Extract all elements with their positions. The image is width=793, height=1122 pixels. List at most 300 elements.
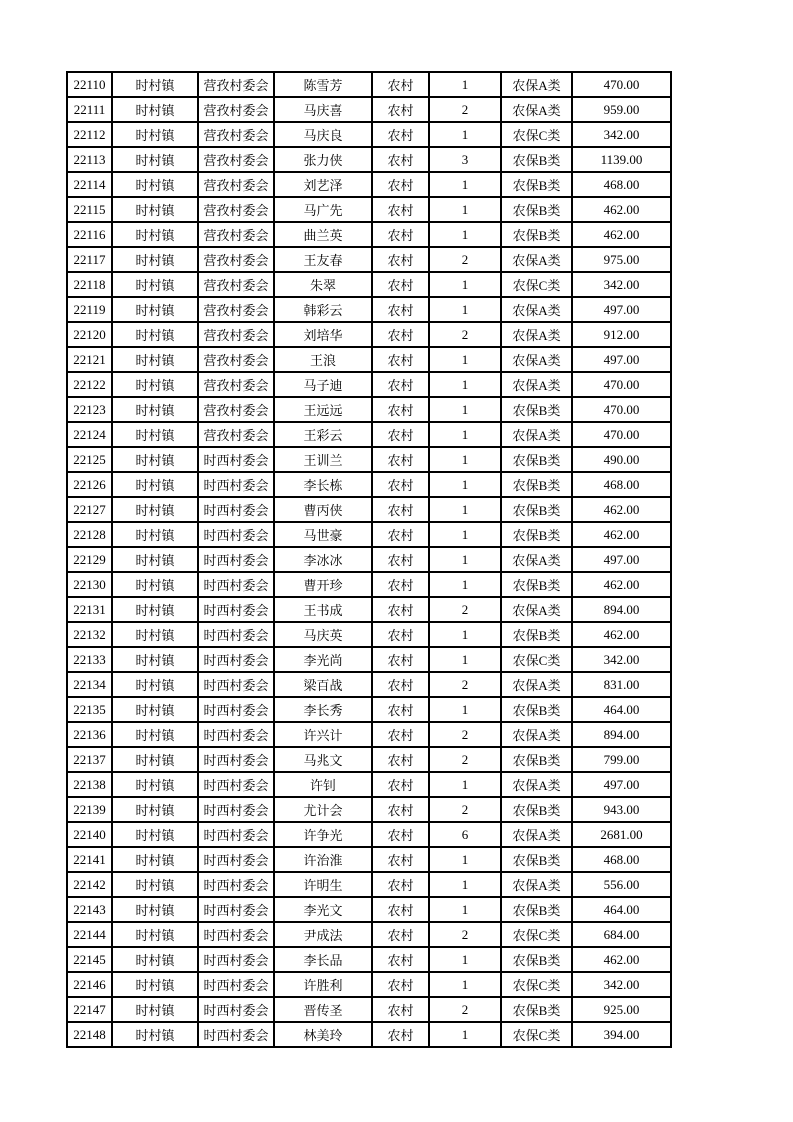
cell-person-count: 1 <box>429 872 501 897</box>
table-row <box>67 922 671 947</box>
cell-village-committee: 时西村委会 <box>198 722 274 747</box>
cell-person-count: 2 <box>429 922 501 947</box>
cell-village-committee: 营孜村委会 <box>198 247 274 272</box>
table-row <box>67 847 671 872</box>
cell-amount: 490.00 <box>572 447 671 472</box>
cell-amount: 497.00 <box>572 347 671 372</box>
cell-amount: 468.00 <box>572 172 671 197</box>
cell-person-count: 1 <box>429 547 501 572</box>
cell-person-name: 刘培华 <box>274 322 372 347</box>
cell-residence-type: 农村 <box>372 622 429 647</box>
cell-residence-type: 农村 <box>372 897 429 922</box>
cell-village-committee: 营孜村委会 <box>198 122 274 147</box>
cell-residence-type: 农村 <box>372 97 429 122</box>
cell-person-count: 1 <box>429 472 501 497</box>
cell-town: 时村镇 <box>112 197 198 222</box>
cell-insurance-category: 农保A类 <box>501 247 572 272</box>
cell-village-committee: 时西村委会 <box>198 497 274 522</box>
cell-row-id: 22118 <box>67 272 112 297</box>
cell-town: 时村镇 <box>112 822 198 847</box>
cell-amount: 470.00 <box>572 422 671 447</box>
cell-insurance-category: 农保C类 <box>501 972 572 997</box>
cell-village-committee: 时西村委会 <box>198 947 274 972</box>
cell-row-id: 22144 <box>67 922 112 947</box>
cell-person-name: 马世豪 <box>274 522 372 547</box>
table-row <box>67 572 671 597</box>
cell-insurance-category: 农保B类 <box>501 497 572 522</box>
cell-person-count: 1 <box>429 772 501 797</box>
cell-person-count: 1 <box>429 297 501 322</box>
cell-insurance-category: 农保A类 <box>501 597 572 622</box>
cell-insurance-category: 农保A类 <box>501 322 572 347</box>
cell-amount: 1139.00 <box>572 147 671 172</box>
cell-row-id: 22138 <box>67 772 112 797</box>
cell-amount: 894.00 <box>572 597 671 622</box>
cell-person-name: 张力侠 <box>274 147 372 172</box>
table-row <box>67 672 671 697</box>
cell-town: 时村镇 <box>112 522 198 547</box>
cell-person-name: 李长秀 <box>274 697 372 722</box>
table-row <box>67 122 671 147</box>
cell-person-name: 曲兰英 <box>274 222 372 247</box>
cell-residence-type: 农村 <box>372 797 429 822</box>
cell-village-committee: 时西村委会 <box>198 872 274 897</box>
table-row <box>67 647 671 672</box>
cell-insurance-category: 农保B类 <box>501 147 572 172</box>
cell-amount: 342.00 <box>572 272 671 297</box>
cell-person-name: 梁百战 <box>274 672 372 697</box>
cell-town: 时村镇 <box>112 847 198 872</box>
cell-residence-type: 农村 <box>372 872 429 897</box>
cell-row-id: 22136 <box>67 722 112 747</box>
cell-village-committee: 时西村委会 <box>198 922 274 947</box>
cell-row-id: 22111 <box>67 97 112 122</box>
cell-insurance-category: 农保B类 <box>501 897 572 922</box>
cell-town: 时村镇 <box>112 947 198 972</box>
cell-residence-type: 农村 <box>372 72 429 97</box>
table-row <box>67 147 671 172</box>
cell-village-committee: 营孜村委会 <box>198 272 274 297</box>
cell-row-id: 22142 <box>67 872 112 897</box>
cell-town: 时村镇 <box>112 497 198 522</box>
cell-amount: 912.00 <box>572 322 671 347</box>
cell-amount: 462.00 <box>572 522 671 547</box>
cell-residence-type: 农村 <box>372 947 429 972</box>
cell-insurance-category: 农保B类 <box>501 747 572 772</box>
table-row <box>67 722 671 747</box>
cell-town: 时村镇 <box>112 447 198 472</box>
cell-person-name: 李长品 <box>274 947 372 972</box>
cell-town: 时村镇 <box>112 797 198 822</box>
cell-insurance-category: 农保C类 <box>501 122 572 147</box>
cell-town: 时村镇 <box>112 772 198 797</box>
cell-person-count: 1 <box>429 272 501 297</box>
cell-person-count: 1 <box>429 572 501 597</box>
cell-town: 时村镇 <box>112 872 198 897</box>
cell-residence-type: 农村 <box>372 472 429 497</box>
cell-residence-type: 农村 <box>372 772 429 797</box>
cell-town: 时村镇 <box>112 547 198 572</box>
cell-village-committee: 营孜村委会 <box>198 422 274 447</box>
cell-amount: 462.00 <box>572 497 671 522</box>
cell-town: 时村镇 <box>112 172 198 197</box>
cell-insurance-category: 农保B类 <box>501 622 572 647</box>
cell-person-count: 2 <box>429 247 501 272</box>
cell-village-committee: 时西村委会 <box>198 547 274 572</box>
cell-residence-type: 农村 <box>372 372 429 397</box>
cell-village-committee: 时西村委会 <box>198 672 274 697</box>
cell-village-committee: 时西村委会 <box>198 522 274 547</box>
cell-person-count: 1 <box>429 947 501 972</box>
cell-person-count: 2 <box>429 747 501 772</box>
cell-person-count: 1 <box>429 497 501 522</box>
cell-insurance-category: 农保A类 <box>501 547 572 572</box>
table-row <box>67 597 671 622</box>
cell-residence-type: 农村 <box>372 672 429 697</box>
cell-row-id: 22143 <box>67 897 112 922</box>
cell-row-id: 22113 <box>67 147 112 172</box>
cell-village-committee: 营孜村委会 <box>198 72 274 97</box>
table-row <box>67 622 671 647</box>
table-row <box>67 822 671 847</box>
cell-amount: 462.00 <box>572 197 671 222</box>
cell-residence-type: 农村 <box>372 247 429 272</box>
cell-amount: 684.00 <box>572 922 671 947</box>
cell-village-committee: 营孜村委会 <box>198 372 274 397</box>
cell-person-name: 王浪 <box>274 347 372 372</box>
cell-person-name: 许兴计 <box>274 722 372 747</box>
cell-residence-type: 农村 <box>372 547 429 572</box>
cell-insurance-category: 农保C类 <box>501 647 572 672</box>
cell-village-committee: 时西村委会 <box>198 572 274 597</box>
cell-town: 时村镇 <box>112 722 198 747</box>
cell-person-name: 王彩云 <box>274 422 372 447</box>
cell-residence-type: 农村 <box>372 522 429 547</box>
table-row <box>67 497 671 522</box>
cell-residence-type: 农村 <box>372 172 429 197</box>
table-row <box>67 172 671 197</box>
cell-town: 时村镇 <box>112 397 198 422</box>
cell-insurance-category: 农保B类 <box>501 222 572 247</box>
cell-row-id: 22148 <box>67 1022 112 1047</box>
cell-town: 时村镇 <box>112 222 198 247</box>
cell-row-id: 22128 <box>67 522 112 547</box>
cell-row-id: 22132 <box>67 622 112 647</box>
cell-person-name: 许明生 <box>274 872 372 897</box>
cell-amount: 462.00 <box>572 222 671 247</box>
cell-person-count: 2 <box>429 322 501 347</box>
cell-row-id: 22137 <box>67 747 112 772</box>
cell-amount: 2681.00 <box>572 822 671 847</box>
cell-person-name: 许胜利 <box>274 972 372 997</box>
cell-amount: 799.00 <box>572 747 671 772</box>
cell-person-count: 2 <box>429 997 501 1022</box>
cell-row-id: 22147 <box>67 997 112 1022</box>
table-row <box>67 472 671 497</box>
cell-person-count: 1 <box>429 422 501 447</box>
table-row <box>67 422 671 447</box>
cell-amount: 462.00 <box>572 947 671 972</box>
cell-residence-type: 农村 <box>372 347 429 372</box>
cell-village-committee: 营孜村委会 <box>198 322 274 347</box>
cell-row-id: 22135 <box>67 697 112 722</box>
cell-person-name: 马庆英 <box>274 622 372 647</box>
cell-residence-type: 农村 <box>372 122 429 147</box>
cell-amount: 464.00 <box>572 697 671 722</box>
cell-person-count: 1 <box>429 447 501 472</box>
cell-person-count: 1 <box>429 647 501 672</box>
cell-village-committee: 时西村委会 <box>198 797 274 822</box>
cell-person-count: 2 <box>429 672 501 697</box>
cell-town: 时村镇 <box>112 572 198 597</box>
cell-row-id: 22123 <box>67 397 112 422</box>
cell-row-id: 22119 <box>67 297 112 322</box>
cell-amount: 342.00 <box>572 647 671 672</box>
cell-person-count: 1 <box>429 197 501 222</box>
cell-person-name: 曹开珍 <box>274 572 372 597</box>
cell-row-id: 22141 <box>67 847 112 872</box>
cell-residence-type: 农村 <box>372 847 429 872</box>
cell-person-count: 6 <box>429 822 501 847</box>
cell-person-count: 1 <box>429 897 501 922</box>
cell-village-committee: 时西村委会 <box>198 597 274 622</box>
cell-person-count: 1 <box>429 172 501 197</box>
table-row <box>67 97 671 122</box>
cell-insurance-category: 农保B类 <box>501 847 572 872</box>
cell-person-name: 韩彩云 <box>274 297 372 322</box>
cell-amount: 468.00 <box>572 472 671 497</box>
cell-village-committee: 营孜村委会 <box>198 297 274 322</box>
cell-amount: 497.00 <box>572 547 671 572</box>
cell-residence-type: 农村 <box>372 297 429 322</box>
cell-insurance-category: 农保A类 <box>501 772 572 797</box>
cell-person-name: 朱翠 <box>274 272 372 297</box>
cell-residence-type: 农村 <box>372 972 429 997</box>
cell-town: 时村镇 <box>112 997 198 1022</box>
cell-town: 时村镇 <box>112 922 198 947</box>
cell-residence-type: 农村 <box>372 447 429 472</box>
cell-insurance-category: 农保B类 <box>501 397 572 422</box>
cell-amount: 342.00 <box>572 972 671 997</box>
cell-row-id: 22114 <box>67 172 112 197</box>
cell-person-name: 尤计会 <box>274 797 372 822</box>
cell-residence-type: 农村 <box>372 147 429 172</box>
cell-amount: 943.00 <box>572 797 671 822</box>
cell-village-committee: 营孜村委会 <box>198 222 274 247</box>
cell-insurance-category: 农保C类 <box>501 1022 572 1047</box>
cell-town: 时村镇 <box>112 247 198 272</box>
cell-residence-type: 农村 <box>372 697 429 722</box>
cell-person-count: 1 <box>429 847 501 872</box>
pension-benefits-table <box>66 71 672 1048</box>
cell-row-id: 22146 <box>67 972 112 997</box>
cell-person-count: 2 <box>429 722 501 747</box>
table-row <box>67 522 671 547</box>
cell-insurance-category: 农保A类 <box>501 822 572 847</box>
cell-insurance-category: 农保A类 <box>501 422 572 447</box>
cell-insurance-category: 农保A类 <box>501 372 572 397</box>
cell-amount: 925.00 <box>572 997 671 1022</box>
cell-row-id: 22120 <box>67 322 112 347</box>
cell-insurance-category: 农保C类 <box>501 922 572 947</box>
cell-village-committee: 时西村委会 <box>198 697 274 722</box>
cell-row-id: 22110 <box>67 72 112 97</box>
cell-person-name: 马庆良 <box>274 122 372 147</box>
table-row <box>67 697 671 722</box>
table-row <box>67 397 671 422</box>
cell-insurance-category: 农保B类 <box>501 572 572 597</box>
cell-village-committee: 时西村委会 <box>198 447 274 472</box>
cell-insurance-category: 农保B类 <box>501 472 572 497</box>
cell-town: 时村镇 <box>112 672 198 697</box>
table-row <box>67 197 671 222</box>
cell-village-committee: 时西村委会 <box>198 772 274 797</box>
cell-town: 时村镇 <box>112 122 198 147</box>
cell-person-name: 刘艺泽 <box>274 172 372 197</box>
cell-insurance-category: 农保A类 <box>501 297 572 322</box>
cell-town: 时村镇 <box>112 697 198 722</box>
cell-town: 时村镇 <box>112 147 198 172</box>
cell-person-name: 尹成法 <box>274 922 372 947</box>
cell-row-id: 22116 <box>67 222 112 247</box>
cell-person-count: 2 <box>429 797 501 822</box>
cell-village-committee: 营孜村委会 <box>198 97 274 122</box>
cell-person-count: 1 <box>429 72 501 97</box>
cell-town: 时村镇 <box>112 597 198 622</box>
cell-person-name: 李光尚 <box>274 647 372 672</box>
cell-insurance-category: 农保A类 <box>501 347 572 372</box>
cell-person-count: 1 <box>429 972 501 997</box>
cell-town: 时村镇 <box>112 372 198 397</box>
cell-insurance-category: 农保B类 <box>501 697 572 722</box>
cell-person-count: 1 <box>429 347 501 372</box>
cell-village-committee: 时西村委会 <box>198 647 274 672</box>
table-row <box>67 972 671 997</box>
cell-amount: 470.00 <box>572 397 671 422</box>
cell-row-id: 22139 <box>67 797 112 822</box>
cell-person-count: 1 <box>429 522 501 547</box>
cell-row-id: 22133 <box>67 647 112 672</box>
cell-person-count: 1 <box>429 697 501 722</box>
cell-row-id: 22125 <box>67 447 112 472</box>
cell-row-id: 22124 <box>67 422 112 447</box>
cell-amount: 556.00 <box>572 872 671 897</box>
cell-amount: 497.00 <box>572 772 671 797</box>
cell-row-id: 22122 <box>67 372 112 397</box>
cell-residence-type: 农村 <box>372 922 429 947</box>
cell-amount: 470.00 <box>572 372 671 397</box>
cell-person-name: 李长栋 <box>274 472 372 497</box>
cell-row-id: 22121 <box>67 347 112 372</box>
cell-residence-type: 农村 <box>372 597 429 622</box>
cell-person-count: 1 <box>429 372 501 397</box>
cell-insurance-category: 农保B类 <box>501 172 572 197</box>
cell-row-id: 22145 <box>67 947 112 972</box>
cell-insurance-category: 农保B类 <box>501 197 572 222</box>
table-row <box>67 747 671 772</box>
table-row <box>67 272 671 297</box>
cell-town: 时村镇 <box>112 422 198 447</box>
table-row <box>67 997 671 1022</box>
table-row <box>67 222 671 247</box>
cell-village-committee: 时西村委会 <box>198 1022 274 1047</box>
cell-row-id: 22117 <box>67 247 112 272</box>
cell-insurance-category: 农保B类 <box>501 447 572 472</box>
cell-person-name: 王友春 <box>274 247 372 272</box>
cell-town: 时村镇 <box>112 897 198 922</box>
cell-person-name: 许钊 <box>274 772 372 797</box>
table-row <box>67 947 671 972</box>
table-row <box>67 347 671 372</box>
cell-residence-type: 农村 <box>372 322 429 347</box>
cell-insurance-category: 农保A类 <box>501 672 572 697</box>
table-row <box>67 897 671 922</box>
cell-insurance-category: 农保C类 <box>501 272 572 297</box>
cell-residence-type: 农村 <box>372 1022 429 1047</box>
cell-town: 时村镇 <box>112 272 198 297</box>
cell-amount: 342.00 <box>572 122 671 147</box>
cell-person-count: 1 <box>429 222 501 247</box>
cell-person-name: 马兆文 <box>274 747 372 772</box>
cell-residence-type: 农村 <box>372 647 429 672</box>
cell-village-committee: 营孜村委会 <box>198 197 274 222</box>
table-row <box>67 447 671 472</box>
cell-residence-type: 农村 <box>372 822 429 847</box>
cell-village-committee: 时西村委会 <box>198 747 274 772</box>
cell-residence-type: 农村 <box>372 197 429 222</box>
table-row <box>67 1022 671 1047</box>
cell-person-name: 王书成 <box>274 597 372 622</box>
cell-town: 时村镇 <box>112 1022 198 1047</box>
cell-town: 时村镇 <box>112 72 198 97</box>
cell-town: 时村镇 <box>112 322 198 347</box>
table-row <box>67 322 671 347</box>
cell-village-committee: 时西村委会 <box>198 472 274 497</box>
cell-residence-type: 农村 <box>372 397 429 422</box>
cell-amount: 497.00 <box>572 297 671 322</box>
cell-village-committee: 时西村委会 <box>198 997 274 1022</box>
cell-person-name: 马庆喜 <box>274 97 372 122</box>
cell-row-id: 22127 <box>67 497 112 522</box>
table-row <box>67 872 671 897</box>
cell-residence-type: 农村 <box>372 272 429 297</box>
cell-village-committee: 营孜村委会 <box>198 347 274 372</box>
table-row <box>67 797 671 822</box>
cell-amount: 462.00 <box>572 572 671 597</box>
cell-amount: 464.00 <box>572 897 671 922</box>
cell-insurance-category: 农保A类 <box>501 872 572 897</box>
cell-village-committee: 营孜村委会 <box>198 397 274 422</box>
cell-row-id: 22115 <box>67 197 112 222</box>
cell-amount: 831.00 <box>572 672 671 697</box>
table-row <box>67 72 671 97</box>
cell-amount: 959.00 <box>572 97 671 122</box>
cell-person-name: 王远远 <box>274 397 372 422</box>
cell-insurance-category: 农保B类 <box>501 997 572 1022</box>
cell-person-count: 1 <box>429 622 501 647</box>
cell-person-count: 2 <box>429 597 501 622</box>
table-row <box>67 772 671 797</box>
table-row <box>67 297 671 322</box>
cell-row-id: 22112 <box>67 122 112 147</box>
cell-insurance-category: 农保B类 <box>501 947 572 972</box>
cell-person-count: 3 <box>429 147 501 172</box>
cell-amount: 468.00 <box>572 847 671 872</box>
cell-village-committee: 营孜村委会 <box>198 172 274 197</box>
table-body <box>67 72 671 1047</box>
cell-residence-type: 农村 <box>372 997 429 1022</box>
cell-town: 时村镇 <box>112 622 198 647</box>
